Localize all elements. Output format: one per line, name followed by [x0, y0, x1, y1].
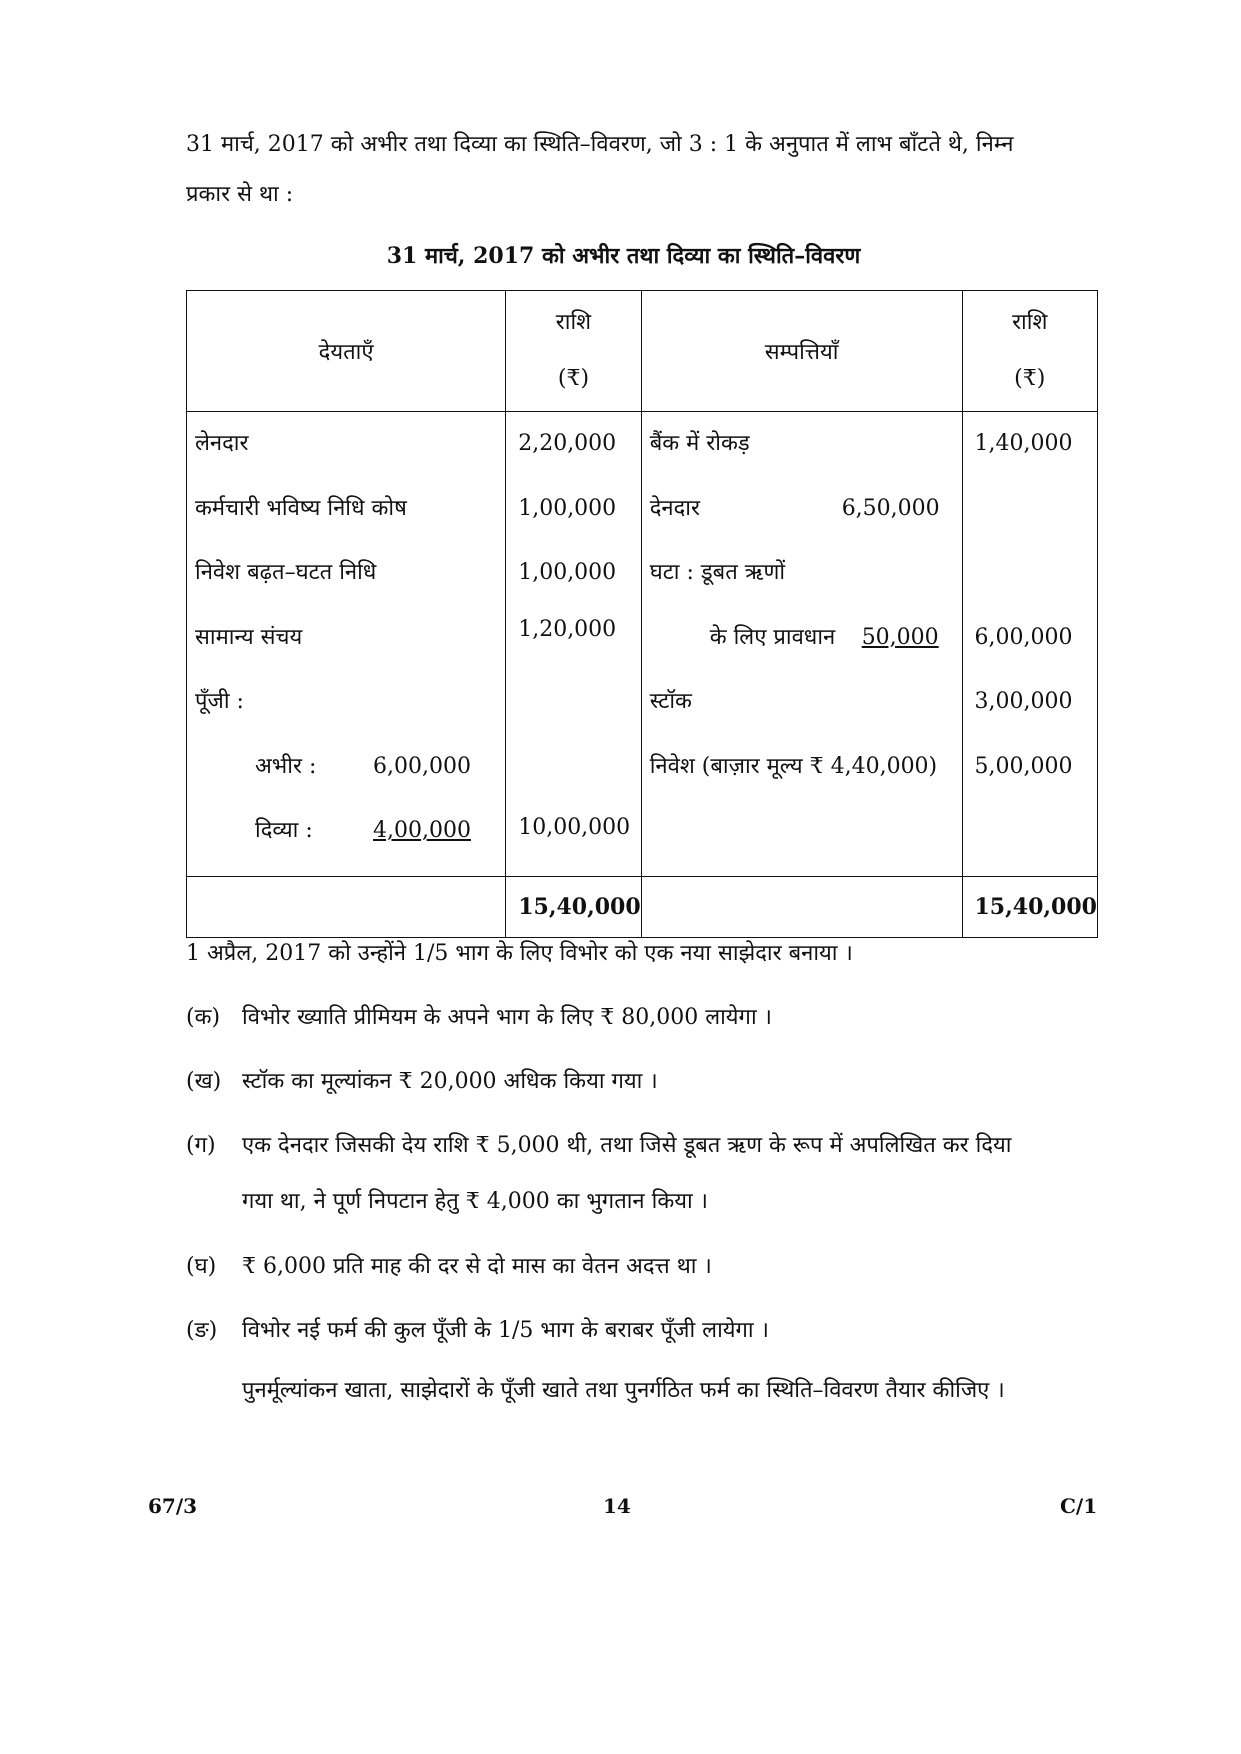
- liability-amount: [506, 682, 640, 747]
- assets-column: [641, 412, 962, 877]
- asset-label: स्टॉक: [649, 689, 692, 714]
- capital-row: [187, 811, 505, 876]
- intro-line-2: प्रकार से था :: [186, 182, 294, 207]
- partner-name: दिव्या :: [255, 818, 313, 843]
- set-code: C/1: [1060, 1494, 1098, 1518]
- total-assets: 15,40,000: [962, 876, 1098, 937]
- liability-amount: 1,00,000: [518, 495, 617, 521]
- item-text: विभोर नई फर्म की कुल पूँजी के 1/5 भाग के बराबर पूँजी लायेगा ।: [242, 1318, 769, 1343]
- debtors-row: [642, 489, 962, 554]
- item-marker: (ङ): [186, 1318, 218, 1343]
- partner-capital: 6,00,000: [373, 753, 471, 779]
- amount-label: राशि: [1012, 310, 1048, 335]
- total-liabilities: 15,40,000: [506, 876, 641, 937]
- assets-amount-column: [962, 412, 1098, 877]
- total-blank: [187, 876, 506, 937]
- item-marker: (घ): [186, 1254, 217, 1279]
- paper-code: 67/3: [148, 1494, 198, 1518]
- liabilities-header: देयताएँ: [187, 291, 506, 412]
- provision-value: 50,000: [861, 624, 939, 650]
- item-text: स्टॉक का मूल्यांकन ₹ 20,000 अधिक किया गया ।: [242, 1069, 658, 1094]
- asset-label: निवेश (बाज़ार मूल्य ₹ 4,40,000): [649, 753, 938, 779]
- assets-header: सम्पत्तियाँ: [641, 291, 962, 412]
- balance-sheet-title: 31 मार्च, 2017 को अभीर तथा दिव्या का स्थिति–विवरण: [386, 243, 861, 269]
- provision-row: [642, 618, 962, 683]
- item-text: विभोर ख्याति प्रीमियम के अपने भाग के लिए ₹ 80,000 लायेगा ।: [242, 1005, 772, 1030]
- less-line: घटा : डूबत ऋणों: [649, 560, 786, 585]
- question-intro: [186, 120, 1066, 220]
- asset-amount-blank: [963, 489, 1098, 554]
- item-marker: (क): [186, 1005, 221, 1030]
- asset-amount: 5,00,000: [974, 753, 1073, 779]
- asset-amount: 6,00,000: [974, 624, 1073, 650]
- balance-sheet-table: [186, 290, 1098, 938]
- partner-name: अभीर :: [255, 753, 317, 779]
- amount-unit: (₹): [557, 366, 590, 391]
- assets-amount-header: [962, 291, 1098, 412]
- debtors-value: 6,50,000: [841, 495, 940, 521]
- total-row: [187, 876, 1098, 937]
- amount-unit: (₹): [1014, 366, 1046, 391]
- item-text-continued: गया था, ने पूर्ण निपटान हेतु ₹ 4,000 का भुगतान किया ।: [242, 1189, 709, 1214]
- item-marker: (ख): [186, 1069, 222, 1094]
- capital-row: [187, 747, 505, 812]
- item-marker: (ग): [186, 1133, 216, 1158]
- asset-label: बैंक में रोकड़: [649, 431, 750, 456]
- liability-label: सामान्य संचय: [195, 624, 303, 650]
- asset-amount: 3,00,000: [974, 689, 1073, 714]
- capital-total: 10,00,000: [518, 815, 631, 840]
- asset-amount-blank: [963, 553, 1098, 618]
- admission-text: 1 अप्रैल, 2017 को उन्होंने 1/5 भाग के लिए विभोर को एक नया साझेदार बनाया ।: [186, 941, 853, 966]
- table-header-row: [187, 291, 1098, 412]
- item-text: ₹ 6,000 प्रति माह की दर से दो मास का वेतन अदत्त था ।: [242, 1254, 712, 1279]
- instruction-text: पुनर्मूल्यांकन खाता, साझेदारों के पूँजी खाते तथा पुनर्गठित फर्म का स्थिति–विवरण तैयार कीजिए ।: [242, 1378, 1005, 1403]
- item-text: एक देनदार जिसकी देय राशि ₹ 5,000 थी, तथा जिसे डूबत ऋण के रूप में अपलिखित कर दिया: [242, 1133, 1012, 1158]
- liability-label: कर्मचारी भविष्य निधि कोष: [195, 495, 407, 521]
- table-body-row: [187, 412, 1098, 877]
- total-blank: [641, 876, 962, 937]
- liability-label: पूँजी :: [195, 689, 244, 714]
- liabilities-amount-header: [506, 291, 641, 412]
- liability-amount: 2,20,000: [518, 431, 617, 456]
- liability-amount: 1,00,000: [518, 560, 617, 585]
- liability-amount: 1,20,000: [518, 616, 617, 642]
- asset-label: देनदार: [649, 495, 700, 521]
- partner-capital: 4,00,000: [373, 818, 471, 843]
- liability-label: लेनदार: [195, 431, 249, 456]
- provision-label: के लिए प्रावधान: [709, 624, 836, 650]
- asset-amount-blank: [963, 811, 1098, 876]
- liability-amount-blank: [506, 747, 640, 812]
- asset-amount: 1,40,000: [974, 431, 1073, 456]
- liability-label: निवेश बढ़त–घटत निधि: [195, 560, 377, 585]
- asset-blank: [642, 811, 962, 876]
- intro-line-1: 31 मार्च, 2017 को अभीर तथा दिव्या का स्थिति–विवरण, जो 3 : 1 के अनुपात में लाभ बाँटते थे, निम्न: [186, 132, 1014, 157]
- liabilities-column: [187, 412, 506, 877]
- amount-label: राशि: [555, 310, 592, 335]
- liabilities-amount-column: [506, 412, 641, 877]
- page-number: 14: [603, 1494, 631, 1518]
